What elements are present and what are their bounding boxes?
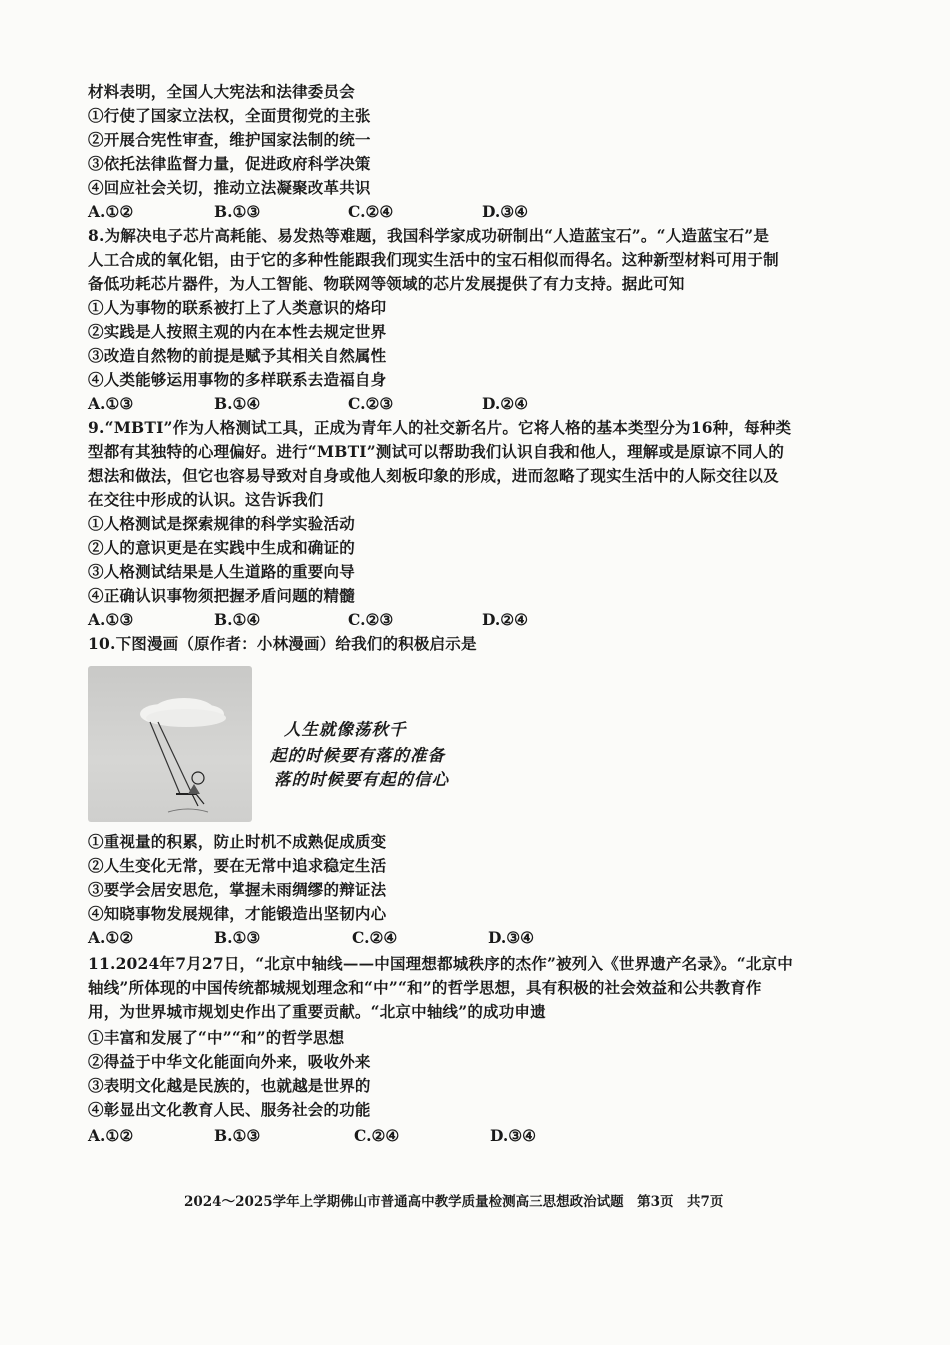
q8-item-4: ④人类能够运用事物的多样联系去造福自身 bbox=[88, 370, 387, 389]
q7-stem-tail: 材料表明，全国人大宪法和法律委员会 bbox=[88, 82, 355, 101]
q11-option-b[interactable]: B.①③ bbox=[214, 1126, 261, 1145]
q8-item-3: ③改造自然物的前提是赋予其相关自然属性 bbox=[88, 346, 387, 365]
q10-stem: 10.下图漫画（原作者：小林漫画）给我们的积极启示是 bbox=[88, 634, 477, 653]
q7-option-d[interactable]: D.③④ bbox=[482, 202, 529, 221]
q8-stem-line-3: 备低功耗芯片器件，为人工智能、物联网等领域的芯片发展提供了有力支持。据此可知 bbox=[88, 274, 685, 293]
q9-stem-line-3: 想法和做法，但它也容易导致对自身或他人刻板印象的形成，进而忽略了现实生活中的人际交往以及 bbox=[88, 466, 779, 485]
q10-item-2: ②人生变化无常，要在无常中追求稳定生活 bbox=[88, 856, 387, 875]
q11-stem-line-1: 11.2024年7月27日，“北京中轴线——中国理想都城秩序的杰作”被列入《世界遗产名录》。“北京中 bbox=[88, 954, 793, 973]
q9-stem-line-2: 型都有其独特的心理偏好。进行“MBTI”测试可以帮助我们认识自我和他人，理解或是原谅不同人的 bbox=[88, 442, 785, 461]
swing-illustration-icon bbox=[88, 666, 252, 822]
q8-item-1: ①人为事物的联系被打上了人类意识的烙印 bbox=[88, 298, 387, 317]
q9-item-1: ①人格测试是探索规律的科学实验活动 bbox=[88, 514, 355, 533]
swing-cartoon bbox=[88, 666, 252, 822]
q9-stem-line-1: 9.“MBTI”作为人格测试工具，正成为青年人的社交新名片。它将人格的基本类型分为16种，每种类 bbox=[88, 418, 792, 437]
cartoon-caption-line-3: 落的时候要有起的信心 bbox=[274, 770, 449, 789]
q11-option-a[interactable]: A.①② bbox=[88, 1126, 134, 1145]
q7-item-2: ②开展合宪性审查，维护国家法制的统一 bbox=[88, 130, 371, 149]
q9-item-3: ③人格测试结果是人生道路的重要向导 bbox=[88, 562, 355, 581]
q8-item-2: ②实践是人按照主观的内在本性去规定世界 bbox=[88, 322, 387, 341]
q10-option-c[interactable]: C.②④ bbox=[352, 928, 398, 947]
q7-option-a[interactable]: A.①② bbox=[88, 202, 134, 221]
q7-item-4: ④回应社会关切，推动立法凝聚改革共识 bbox=[88, 178, 371, 197]
q10-item-3: ③要学会居安思危，掌握未雨绸缪的辩证法 bbox=[88, 880, 387, 899]
q10-option-b[interactable]: B.①③ bbox=[214, 928, 261, 947]
q7-option-b[interactable]: B.①③ bbox=[214, 202, 261, 221]
cartoon-caption-line-2: 起的时候要有落的准备 bbox=[270, 746, 445, 765]
q11-stem-line-3: 用，为世界城市规划史作出了重要贡献。“北京中轴线”的成功申遗 bbox=[88, 1002, 546, 1021]
q11-item-3: ③表明文化越是民族的，也就越是世界的 bbox=[88, 1076, 371, 1095]
q9-option-d[interactable]: D.②④ bbox=[482, 610, 529, 629]
q8-option-b[interactable]: B.①④ bbox=[214, 394, 261, 413]
q10-item-1: ①重视量的积累，防止时机不成熟促成质变 bbox=[88, 832, 387, 851]
q10-option-a[interactable]: A.①② bbox=[88, 928, 134, 947]
q8-stem-line-2: 人工合成的氧化铝，由于它的多种性能跟我们现实生活中的宝石相似而得名。这种新型材料可用于制 bbox=[88, 250, 779, 269]
page-footer: 2024～2025学年上学期佛山市普通高中教学质量检测高三思想政治试题 第3页 共7页 bbox=[184, 1194, 724, 1210]
q9-option-b[interactable]: B.①④ bbox=[214, 610, 261, 629]
q11-item-1: ①丰富和发展了“中”“和”的哲学思想 bbox=[88, 1028, 345, 1047]
q8-option-c[interactable]: C.②③ bbox=[348, 394, 394, 413]
q7-item-1: ①行使了国家立法权，全面贯彻党的主张 bbox=[88, 106, 371, 125]
cartoon-caption-line-1: 人生就像荡秋千 bbox=[284, 720, 407, 739]
q11-option-c[interactable]: C.②④ bbox=[354, 1126, 400, 1145]
q8-option-d[interactable]: D.②④ bbox=[482, 394, 529, 413]
q11-option-d[interactable]: D.③④ bbox=[490, 1126, 537, 1145]
q10-option-d[interactable]: D.③④ bbox=[488, 928, 535, 947]
q9-item-4: ④正确认识事物须把握矛盾问题的精髓 bbox=[88, 586, 355, 605]
q11-item-2: ②得益于中华文化能面向外来，吸收外来 bbox=[88, 1052, 371, 1071]
q9-stem-line-4: 在交往中形成的认识。这告诉我们 bbox=[88, 490, 324, 509]
q10-item-4: ④知晓事物发展规律，才能锻造出坚韧内心 bbox=[88, 904, 387, 923]
q11-item-4: ④彰显出文化教育人民、服务社会的功能 bbox=[88, 1100, 371, 1119]
q7-item-3: ③依托法律监督力量，促进政府科学决策 bbox=[88, 154, 371, 173]
q9-option-a[interactable]: A.①③ bbox=[88, 610, 134, 629]
q9-option-c[interactable]: C.②③ bbox=[348, 610, 394, 629]
q8-stem-line-1: 8.为解决电子芯片高耗能、易发热等难题，我国科学家成功研制出“人造蓝宝石”。“人造蓝宝石”是 bbox=[88, 226, 770, 245]
q11-stem-line-2: 轴线”所体现的中国传统都城规划理念和“中”“和”的哲学思想，具有积极的社会效益和公共教育作 bbox=[88, 978, 762, 997]
q8-option-a[interactable]: A.①③ bbox=[88, 394, 134, 413]
q9-item-2: ②人的意识更是在实践中生成和确证的 bbox=[88, 538, 355, 557]
q7-option-c[interactable]: C.②④ bbox=[348, 202, 394, 221]
